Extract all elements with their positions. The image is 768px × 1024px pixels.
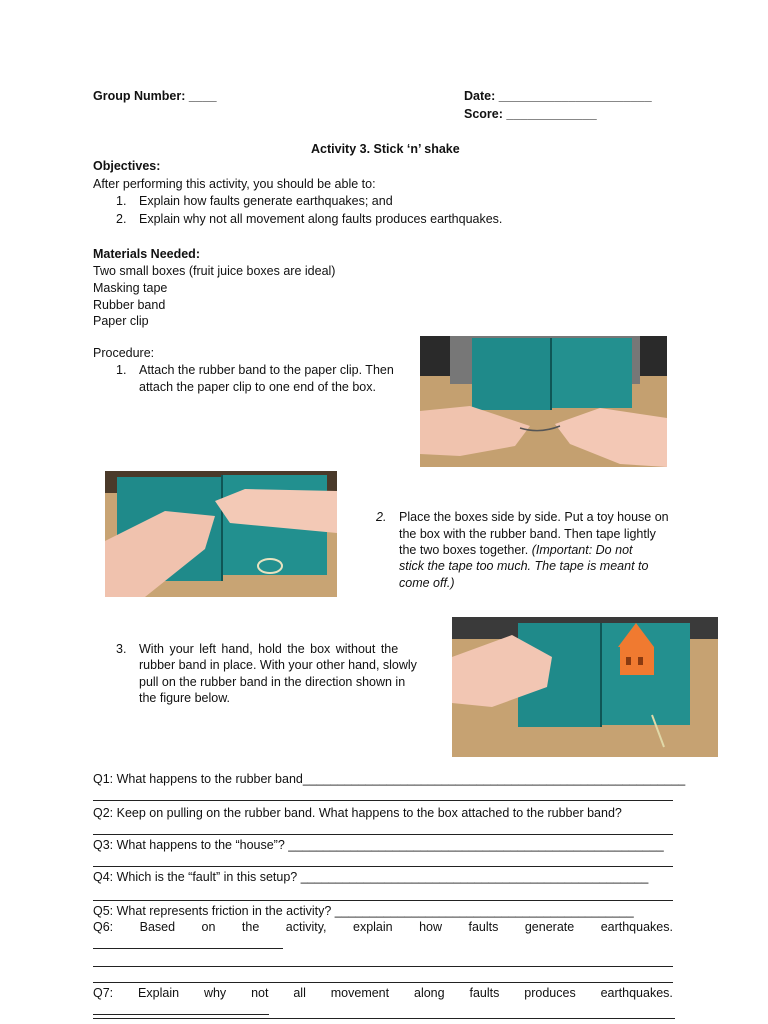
step-2-line: the box with the rubber band. Then tape lightly	[399, 527, 656, 541]
material-item: Rubber band	[93, 298, 166, 312]
objective-num-2: 2.	[116, 212, 127, 226]
answer-line[interactable]	[93, 866, 673, 867]
step-2-important: come off.)	[399, 576, 455, 590]
question-2[interactable]: Q2: Keep on pulling on the rubber band. What happens to the box attached to the rubber band?	[93, 806, 622, 820]
date-field[interactable]: Date: ______________________	[464, 89, 652, 103]
material-item: Masking tape	[93, 281, 168, 295]
answer-line[interactable]	[93, 834, 673, 835]
question-5[interactable]: Q5: What represents friction in the activity? ___________________________________________	[93, 904, 634, 918]
photo-attach-rubber-band	[420, 336, 667, 467]
answer-line[interactable]	[93, 900, 673, 901]
materials-heading: Materials Needed:	[93, 247, 200, 261]
answer-line[interactable]	[93, 982, 673, 983]
photo-tape-boxes	[105, 471, 337, 597]
question-7[interactable]: Q7: Explain why not all movement along faults produces earthquakes.	[93, 986, 673, 1000]
score-field[interactable]: Score: _____________	[464, 107, 597, 121]
step-3-line: rubber band in place. With your other hand, slowly	[139, 658, 417, 672]
answer-line[interactable]	[93, 966, 673, 967]
objective-num-1: 1.	[116, 194, 127, 208]
objective-1: Explain how faults generate earthquakes; and	[139, 194, 393, 208]
step-3-line: pull on the rubber band in the direction shown in	[139, 675, 406, 689]
group-number-field[interactable]: Group Number: ____	[93, 89, 217, 103]
step-2-num: 2.	[376, 510, 387, 524]
material-item: Two small boxes (fruit juice boxes are ideal)	[93, 264, 336, 278]
step-2-line: the two boxes together. (Important: Do not	[399, 543, 633, 557]
step-1-line: attach the paper clip to one end of the box.	[139, 380, 376, 394]
step-3-line: the figure below.	[139, 691, 231, 705]
photo-toy-house	[452, 617, 718, 757]
objective-2: Explain why not all movement along faults produces earthquakes.	[139, 212, 503, 226]
step-3-line: With your left hand, hold the box without the	[139, 642, 399, 656]
objectives-heading: Objectives:	[93, 159, 161, 173]
answer-line[interactable]	[93, 800, 673, 801]
material-item: Paper clip	[93, 314, 149, 328]
step-1-line: Attach the rubber band to the paper clip. Then	[139, 363, 394, 377]
answer-line[interactable]	[93, 1014, 269, 1015]
objectives-intro: After performing this activity, you should be able to:	[93, 177, 376, 191]
procedure-heading: Procedure:	[93, 346, 155, 360]
question-1[interactable]: Q1: What happens to the rubber band_______________________________________________________	[93, 772, 686, 786]
step-3-num: 3.	[116, 642, 127, 656]
step-1-num: 1.	[116, 363, 127, 377]
question-6[interactable]: Q6: Based on the activity, explain how faults generate earthquakes.	[93, 920, 673, 934]
step-2-line: Place the boxes side by side. Put a toy house on	[399, 510, 669, 524]
question-4[interactable]: Q4: Which is the “fault” in this setup? __________________________________________________	[93, 870, 649, 884]
activity-title: Activity 3. Stick ‘n’ shake	[311, 142, 460, 156]
step-2-important: stick the tape too much. The tape is meant to	[399, 559, 649, 573]
answer-line[interactable]	[93, 948, 283, 949]
question-3[interactable]: Q3: What happens to the “house”? ______________________________________________________	[93, 838, 664, 852]
answer-line[interactable]	[93, 1018, 675, 1019]
